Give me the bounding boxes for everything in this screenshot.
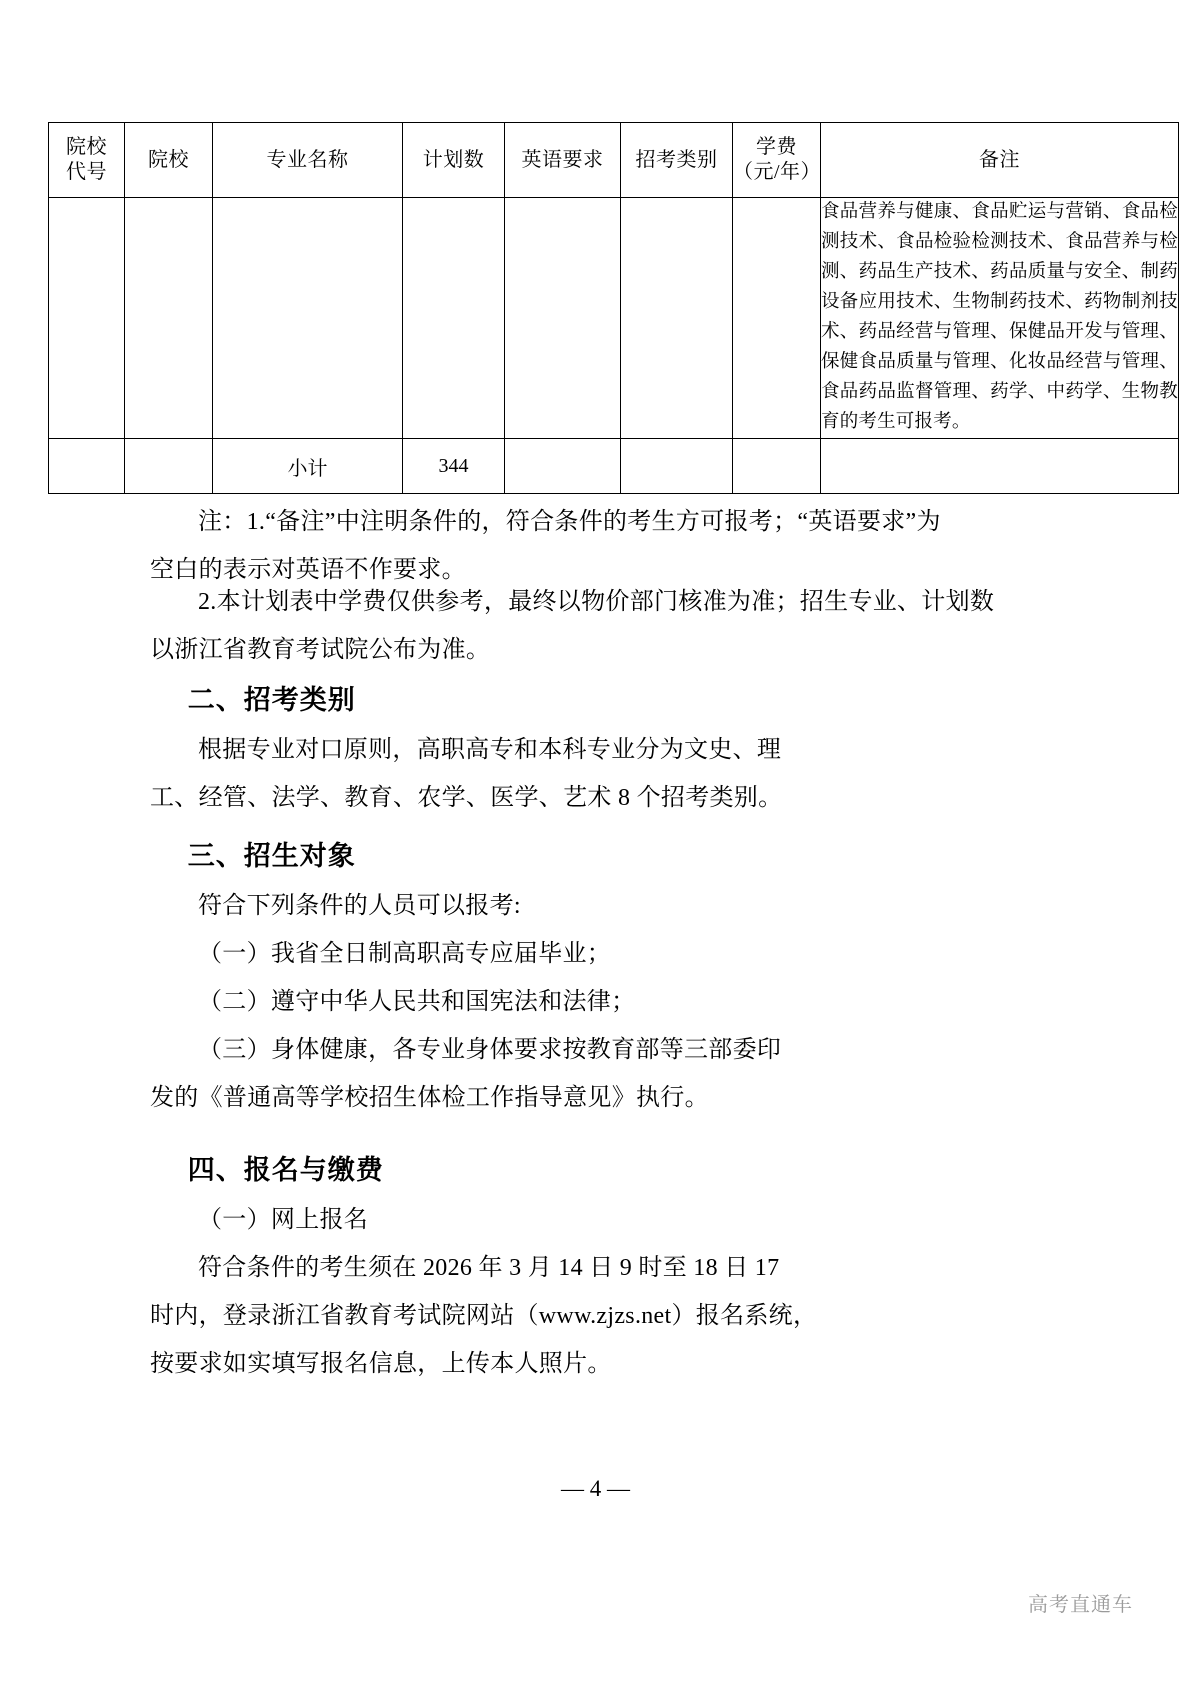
column-header-school — [125, 123, 213, 198]
header-text-line1: 专业名称 — [266, 148, 349, 171]
column-header-english-requirement — [505, 123, 621, 198]
header-text-line1: 招考类别 — [635, 148, 718, 171]
cell-school — [125, 439, 213, 494]
table-header-row — [49, 123, 1179, 198]
cell-english-requirement — [505, 439, 621, 494]
section-4-title: 四、报名与缴费 — [187, 1155, 384, 1186]
cell-tuition — [733, 198, 821, 439]
header-text-line2: 代号 — [66, 161, 107, 183]
note-2-line-1: 2.本计划表中学费仅供参考，最终以物价部门核准为准；招生专业、计划数 — [198, 589, 995, 615]
page-number: — 4 — — [561, 1476, 630, 1501]
table-note-2 — [150, 578, 1090, 674]
header-text-line1: 英语要求 — [521, 148, 604, 171]
section-2-paragraph-line-1: 根据专业对口原则，高职高专和本科专业分为文史、理 — [198, 737, 782, 763]
cell-subtotal-label: 小计 — [213, 439, 403, 494]
cell-exam-category — [621, 198, 733, 439]
section-3-item-3-line-2: 发的《普通高等学校招生体检工作指导意见》执行。 — [150, 1085, 709, 1111]
section-3-item-2: （二）遵守中华人民共和国宪法和法律； — [198, 989, 636, 1015]
table-row — [49, 198, 1179, 439]
section-4-paragraph-line-2: 时内，登录浙江省教育考试院网站（www.zjzs.net）报名系统， — [150, 1303, 818, 1329]
section-4-subsection-1-title: （一）网上报名 — [198, 1207, 369, 1233]
column-header-plan-count — [403, 123, 505, 198]
watermark: 高考直通车 — [1028, 1592, 1133, 1616]
header-text-line1: 学费 — [756, 136, 797, 158]
header-text-line1: 院校 — [66, 136, 107, 158]
admission-plan-table — [48, 122, 1179, 494]
cell-exam-category — [621, 439, 733, 494]
column-header-exam-category — [621, 123, 733, 198]
section-4-paragraph-line-1: 符合条件的考生须在 2026 年 3 月 14 日 9 时至 18 日 17 — [198, 1255, 780, 1281]
header-text-line1: 计划数 — [422, 148, 485, 171]
note-1-line-2: 空白的表示对英语不作要求。 — [150, 557, 466, 583]
section-3-item-1: （一）我省全日制高职高专应届毕业； — [198, 941, 612, 967]
section-2-paragraph-line-2: 工、经管、法学、教育、农学、医学、艺术 8 个招考类别。 — [150, 785, 783, 811]
header-text-line1: 院校 — [148, 148, 189, 171]
section-3-item-3-line-1: （三）身体健康，各专业身体要求按教育部等三部委印 — [198, 1037, 782, 1063]
cell-tuition — [733, 439, 821, 494]
section-3-lead: 符合下列条件的人员可以报考: — [198, 893, 521, 919]
cell-plan-count — [403, 198, 505, 439]
admission-plan-table-wrapper — [48, 122, 1178, 494]
column-header-school-code — [49, 123, 125, 198]
section-2-title: 二、招考类别 — [187, 685, 356, 716]
note-2-line-2: 以浙江省教育考试院公布为准。 — [150, 637, 491, 663]
column-header-tuition — [733, 123, 821, 198]
cell-english-requirement — [505, 198, 621, 439]
table-row-subtotal — [49, 439, 1179, 494]
column-header-major-name — [213, 123, 403, 198]
cell-remark: 食品营养与健康、食品贮运与营销、食品检测技术、食品检验检测技术、食品营养与检测、药品生产技术、药品质量与安全、制药设备应用技术、生物制药技术、药物制剂技术、药品经营与管理、保健品开发与管理、保健食品质量与管理、化妆品经营与管理、食品药品监督管理、药学、中药学、生物教育的考生可报考。 — [821, 198, 1179, 439]
column-header-remark — [821, 123, 1179, 198]
section-3-title: 三、招生对象 — [187, 841, 356, 872]
cell-major-name — [213, 198, 403, 439]
section-registration-and-payment — [150, 1146, 1090, 1388]
section-exam-category — [150, 676, 1090, 822]
header-text-line2: （元/年） — [733, 161, 822, 183]
cell-remark — [821, 439, 1179, 494]
note-1-line-1: 注：1.“备注”中注明条件的，符合条件的考生方可报考；“英语要求”为 — [198, 509, 941, 535]
header-text-line1: 备注 — [979, 148, 1020, 171]
section-eligible-applicants — [150, 832, 1090, 1122]
cell-school — [125, 198, 213, 439]
section-4-paragraph-line-3: 按要求如实填写报名信息，上传本人照片。 — [150, 1351, 612, 1377]
cell-school-code — [49, 198, 125, 439]
cell-subtotal-plan-count: 344 — [403, 439, 505, 494]
cell-school-code — [49, 439, 125, 494]
